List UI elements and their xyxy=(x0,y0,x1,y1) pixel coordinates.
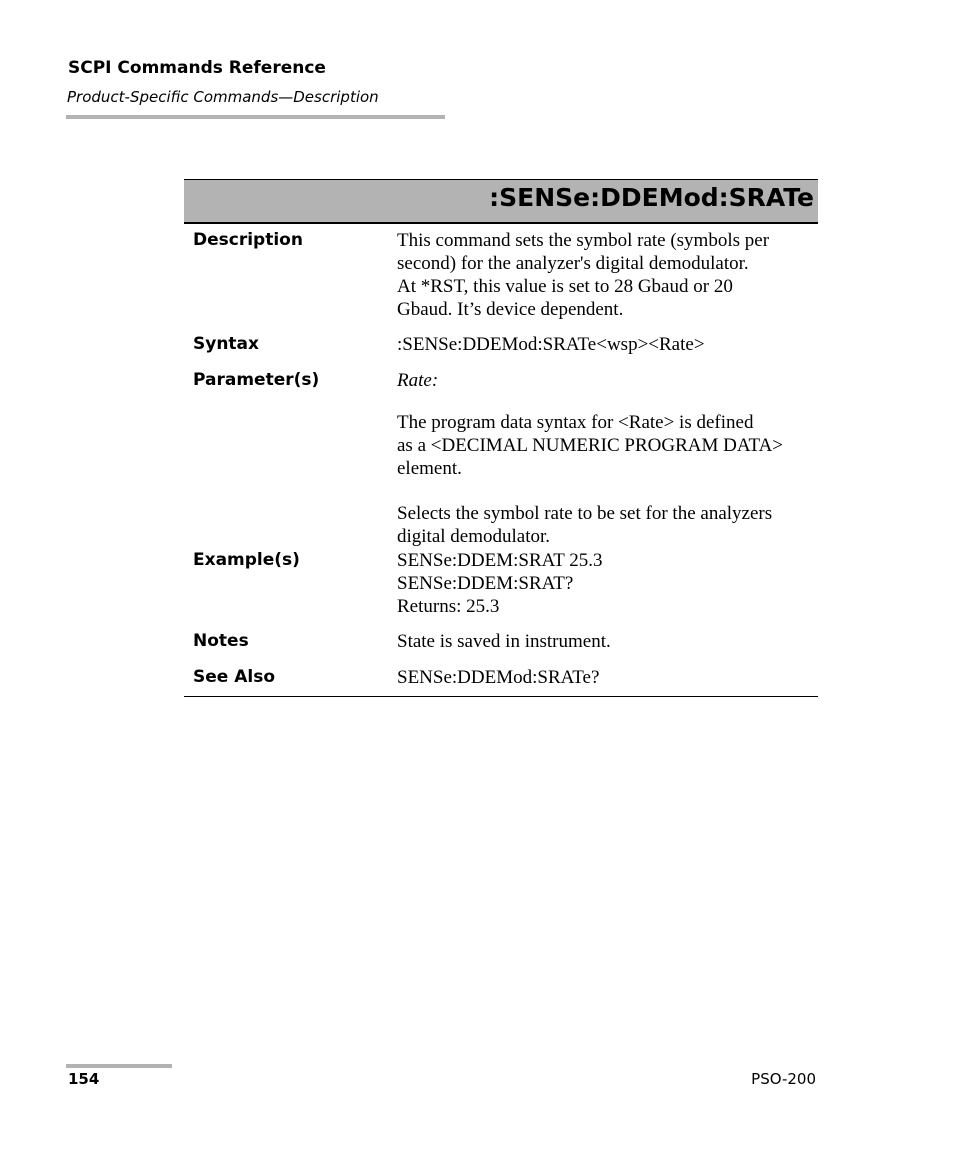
row-value xyxy=(397,666,817,689)
row-label: Example(s) xyxy=(193,550,300,570)
parameter-name: Rate: xyxy=(397,370,439,391)
page-number: 154 xyxy=(68,1070,100,1088)
row-value xyxy=(397,630,817,653)
row-value xyxy=(397,333,817,356)
text-line: Selects the symbol rate to be set for the analyzers xyxy=(397,503,773,524)
text-line: SENSe:DDEM:SRAT? xyxy=(397,573,574,594)
row-value xyxy=(397,549,817,618)
text-line: SENSe:DDEM:SRAT 25.3 xyxy=(397,550,603,571)
row-label: Parameter(s) xyxy=(193,370,320,390)
text-line: digital demodulator. xyxy=(397,526,551,547)
text-line: SENSe:DDEMod:SRATe? xyxy=(397,667,600,688)
text-line: element. xyxy=(397,458,462,479)
row-value xyxy=(397,229,817,321)
text-line: second) for the analyzer's digital demodulator. xyxy=(397,253,749,274)
table-bottom-rule xyxy=(184,696,818,697)
text-line: At *RST, this value is set to 28 Gbaud or 20 xyxy=(397,276,733,297)
text-line: This command sets the symbol rate (symbols per xyxy=(397,230,770,251)
product-name: PSO-200 xyxy=(751,1070,816,1088)
row-label: Notes xyxy=(193,631,249,651)
running-header-subtitle: Product-Specific Commands—Description xyxy=(67,88,379,106)
row-label: Syntax xyxy=(193,334,259,354)
text-line: State is saved in instrument. xyxy=(397,631,611,652)
text-line: :SENSe:DDEMod:SRATe<wsp><Rate> xyxy=(397,334,705,355)
command-name: :SENSe:DDEMod:SRATe xyxy=(489,183,814,212)
command-title-bar xyxy=(184,179,818,224)
text-line: as a <DECIMAL NUMERIC PROGRAM DATA> xyxy=(397,435,784,456)
header-rule xyxy=(66,115,445,119)
row-label: See Also xyxy=(193,667,276,687)
running-header-title: SCPI Commands Reference xyxy=(68,58,326,78)
footer-rule xyxy=(66,1064,172,1068)
text-line: The program data syntax for <Rate> is defined xyxy=(397,412,754,433)
text-line: Returns: 25.3 xyxy=(397,596,500,617)
row-label: Description xyxy=(193,230,303,250)
row-value xyxy=(397,369,817,548)
text-line: Gbaud. It’s device dependent. xyxy=(397,299,624,320)
